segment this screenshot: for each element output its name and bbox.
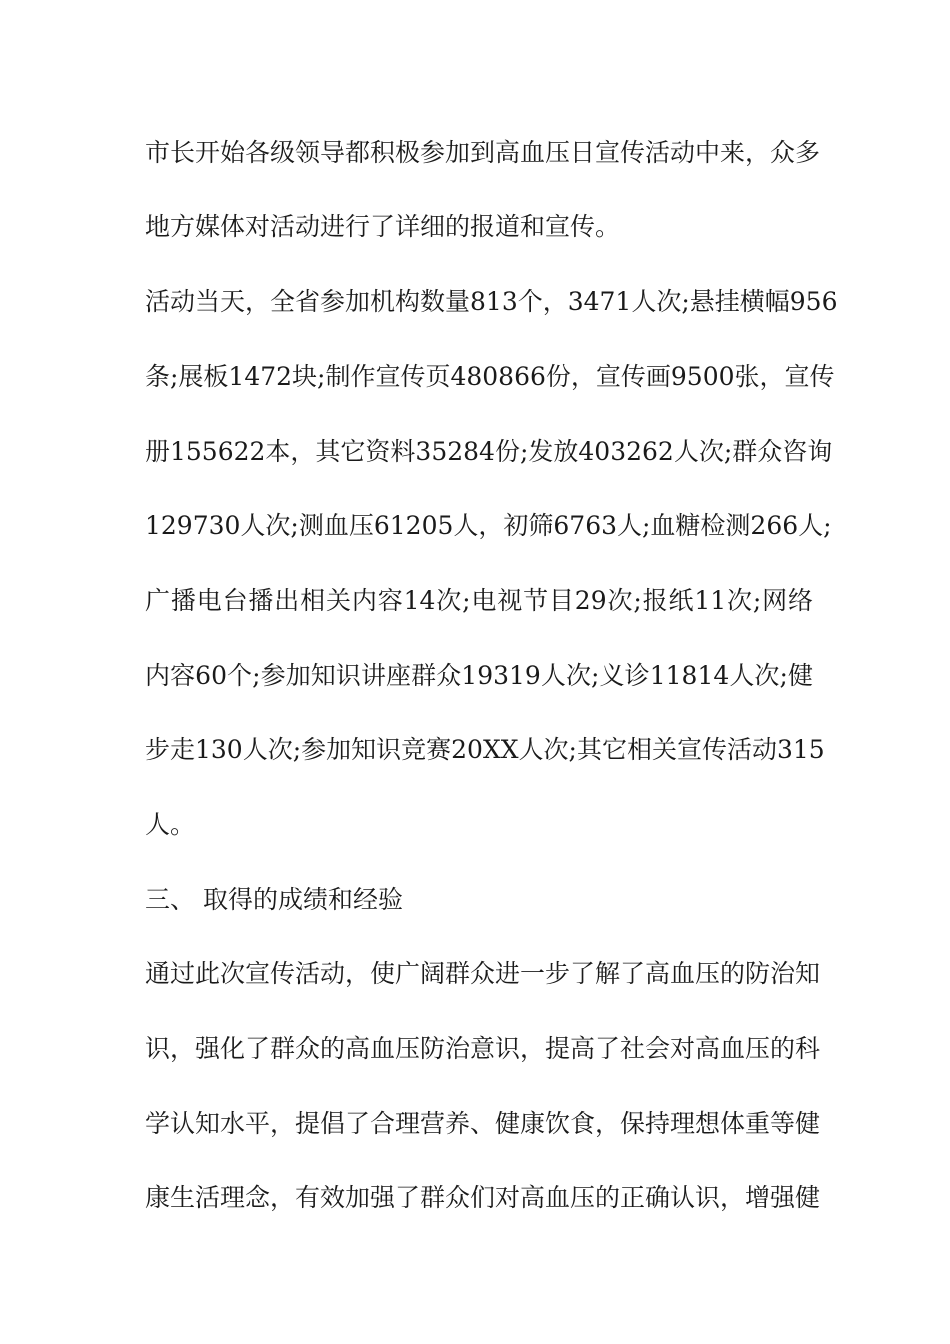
paragraph-2-line-5: 广播电台播出相关内容14次;电视节目29次;报纸11次;网络 [145, 586, 813, 615]
section-title: 取得的成绩和经验 [203, 885, 404, 914]
paragraph-3-line-3: 学认知水平，提倡了合理营养、健康饮食，保持理想体重等健 [145, 1109, 821, 1138]
paragraph-1-line-2: 地方媒体对活动进行了详细的报道和宣传。 [145, 212, 621, 241]
paragraph-2-line-4: 129730人次;测血压61205人，初筛6763人;血糖检测266人; [145, 511, 832, 540]
paragraph-2-line-7: 步走130人次;参加知识竞赛20XX人次;其它相关宣传活动315 [145, 735, 825, 764]
paragraph-3-line-2: 识，强化了群众的高血压防治意识，提高了社会对高血压的科 [145, 1034, 821, 1063]
paragraph-3-line-1: 通过此次宣传活动，使广阔群众进一步了解了高血压的防治知 [145, 959, 821, 988]
section-number: 三、 [145, 885, 196, 914]
paragraph-2-line-8: 人。 [145, 810, 196, 839]
paragraph-2-line-2: 条;展板1472块;制作宣传页480866份，宣传画9500张，宣传 [145, 362, 835, 391]
paragraph-1-line-1: 市长开始各级领导都积极参加到高血压日宣传活动中来，众多 [145, 138, 821, 167]
paragraph-2-line-6: 内容60个;参加知识讲座群众19319人次;义诊11814人次;健 [145, 661, 813, 690]
section-heading [145, 884, 403, 916]
paragraph-2-line-1: 活动当天，全省参加机构数量813个，3471人次;悬挂横幅956 [145, 287, 838, 316]
paragraph-2-line-3: 册155622本，其它资料35284份;发放403262人次;群众咨询 [145, 437, 833, 466]
paragraph-3-line-4: 康生活理念，有效加强了群众们对高血压的正确认识，增强健 [145, 1183, 821, 1212]
